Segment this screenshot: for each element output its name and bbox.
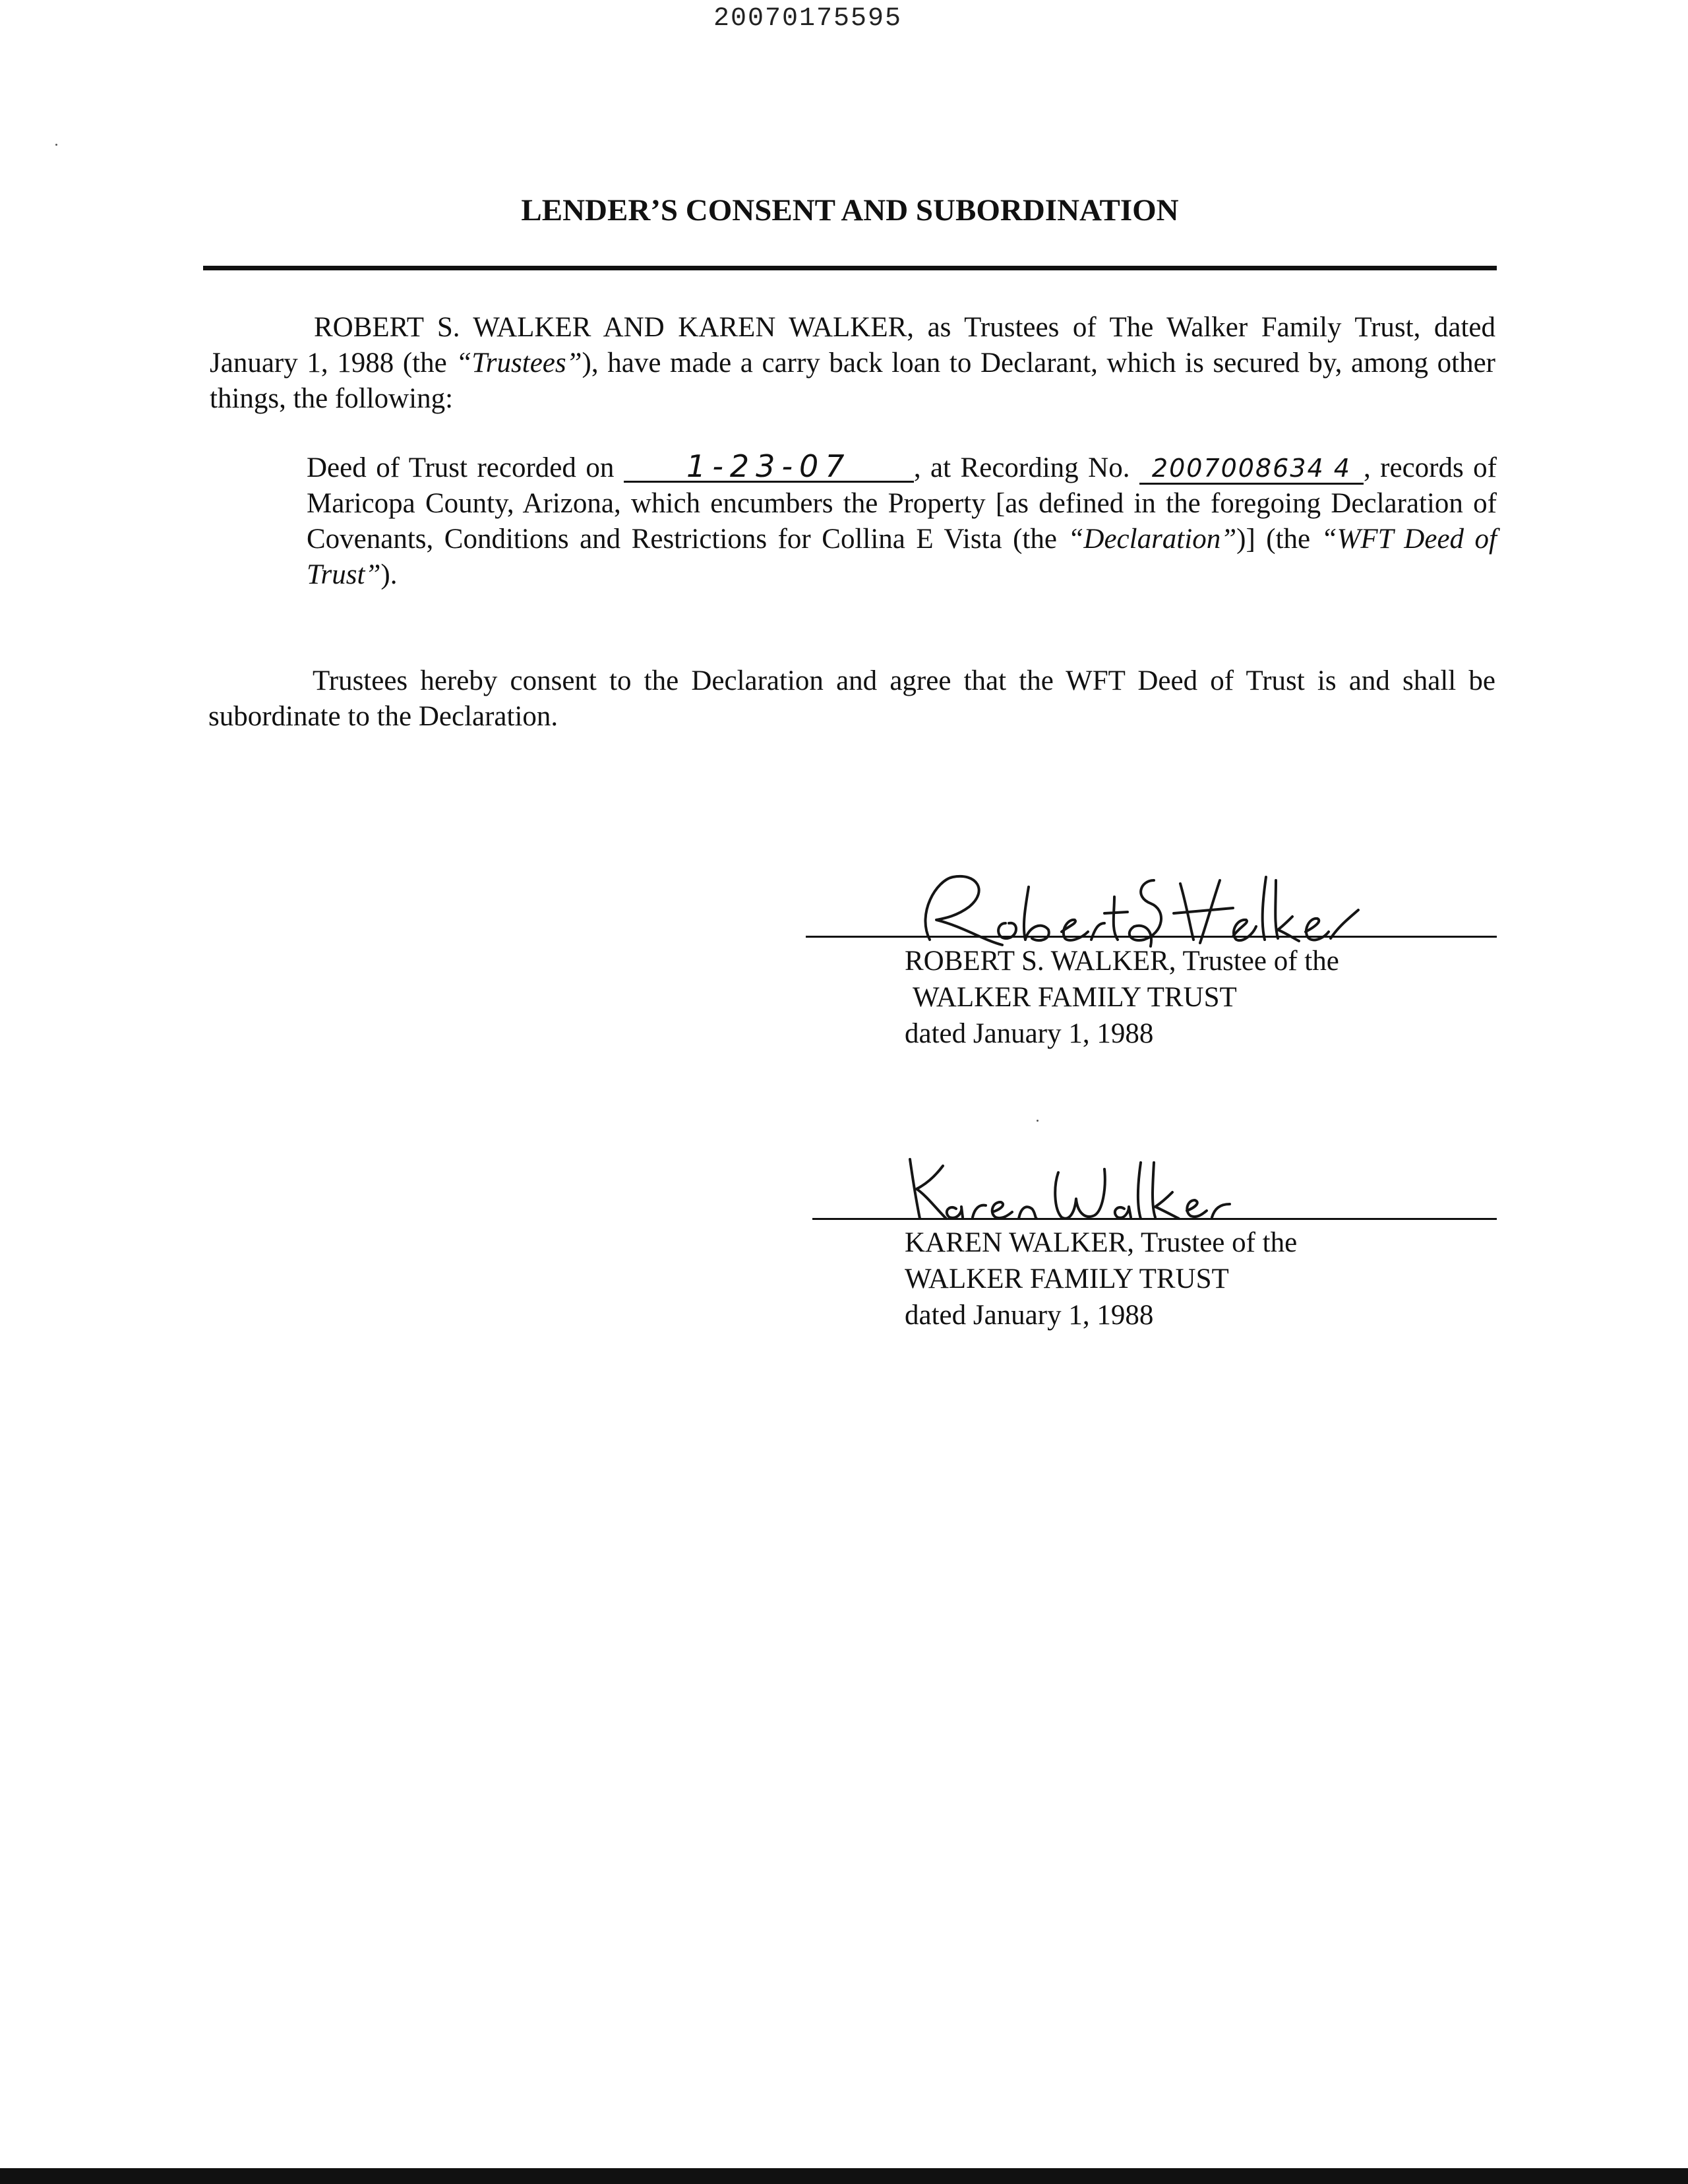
recording-number-field: 2007008634 4 — [1139, 454, 1364, 485]
robert-signature-block — [905, 943, 1339, 1052]
karen-name-line: KAREN WALKER, Trustee of the — [905, 1227, 1298, 1258]
deed-of-trust-paragraph — [307, 450, 1497, 593]
karen-date-line: dated January 1, 1988 — [905, 1300, 1154, 1331]
trustees-term: “Trustees” — [456, 348, 582, 379]
title-divider — [203, 266, 1497, 270]
robert-date-line: dated January 1, 1988 — [905, 1018, 1154, 1049]
page-title: LENDER’S CONSENT AND SUBORDINATION — [521, 193, 1179, 228]
robert-signature-line — [806, 936, 1497, 938]
document-number: 20070175595 — [713, 4, 903, 34]
consent-text: Trustees hereby consent to the Declaration and agree that the WFT Deed of Trust is and shall be subordinate to the Declaration. — [208, 665, 1495, 732]
declaration-term: “Declaration” — [1068, 524, 1237, 555]
scan-bottom-border — [0, 2168, 1688, 2184]
deed-text-part3: , records of Maricopa County, Arizona, which encumbers the Property [as defined in the foregoing Declaration of Covenants, Conditions and Restrictions for Collina E Vista (the — [307, 452, 1497, 555]
recorded-date-field: 1-23-07 — [624, 452, 914, 483]
scan-speck — [1037, 1120, 1039, 1122]
scan-speck — [55, 144, 57, 146]
intro-text-part2: ), have made a carry back loan to Declarant, which is secured by, among other things, the following: — [210, 348, 1495, 414]
karen-walker-signature — [897, 1146, 1240, 1225]
robert-name-line: ROBERT S. WALKER, Trustee of the — [905, 946, 1339, 977]
consent-paragraph — [208, 663, 1495, 735]
deed-text-part2: , at Recording No. — [913, 452, 1139, 483]
deed-text-part1: Deed of Trust recorded on — [307, 452, 624, 483]
robert-trust-line: WALKER FAMILY TRUST — [913, 982, 1237, 1013]
deed-text-part5: ). — [380, 559, 398, 590]
wft-deed-term: “WFT Deed of Trust” — [307, 524, 1497, 590]
intro-text-part1: ROBERT S. WALKER AND KAREN WALKER, as Trustees of The Walker Family Trust, dated January 1, 1988 (the — [210, 312, 1495, 379]
deed-text-part4: )] (the — [1236, 524, 1321, 555]
intro-paragraph — [210, 310, 1495, 417]
karen-trust-line: WALKER FAMILY TRUST — [905, 1263, 1229, 1294]
karen-signature-line — [812, 1218, 1497, 1220]
karen-signature-block — [905, 1225, 1297, 1333]
